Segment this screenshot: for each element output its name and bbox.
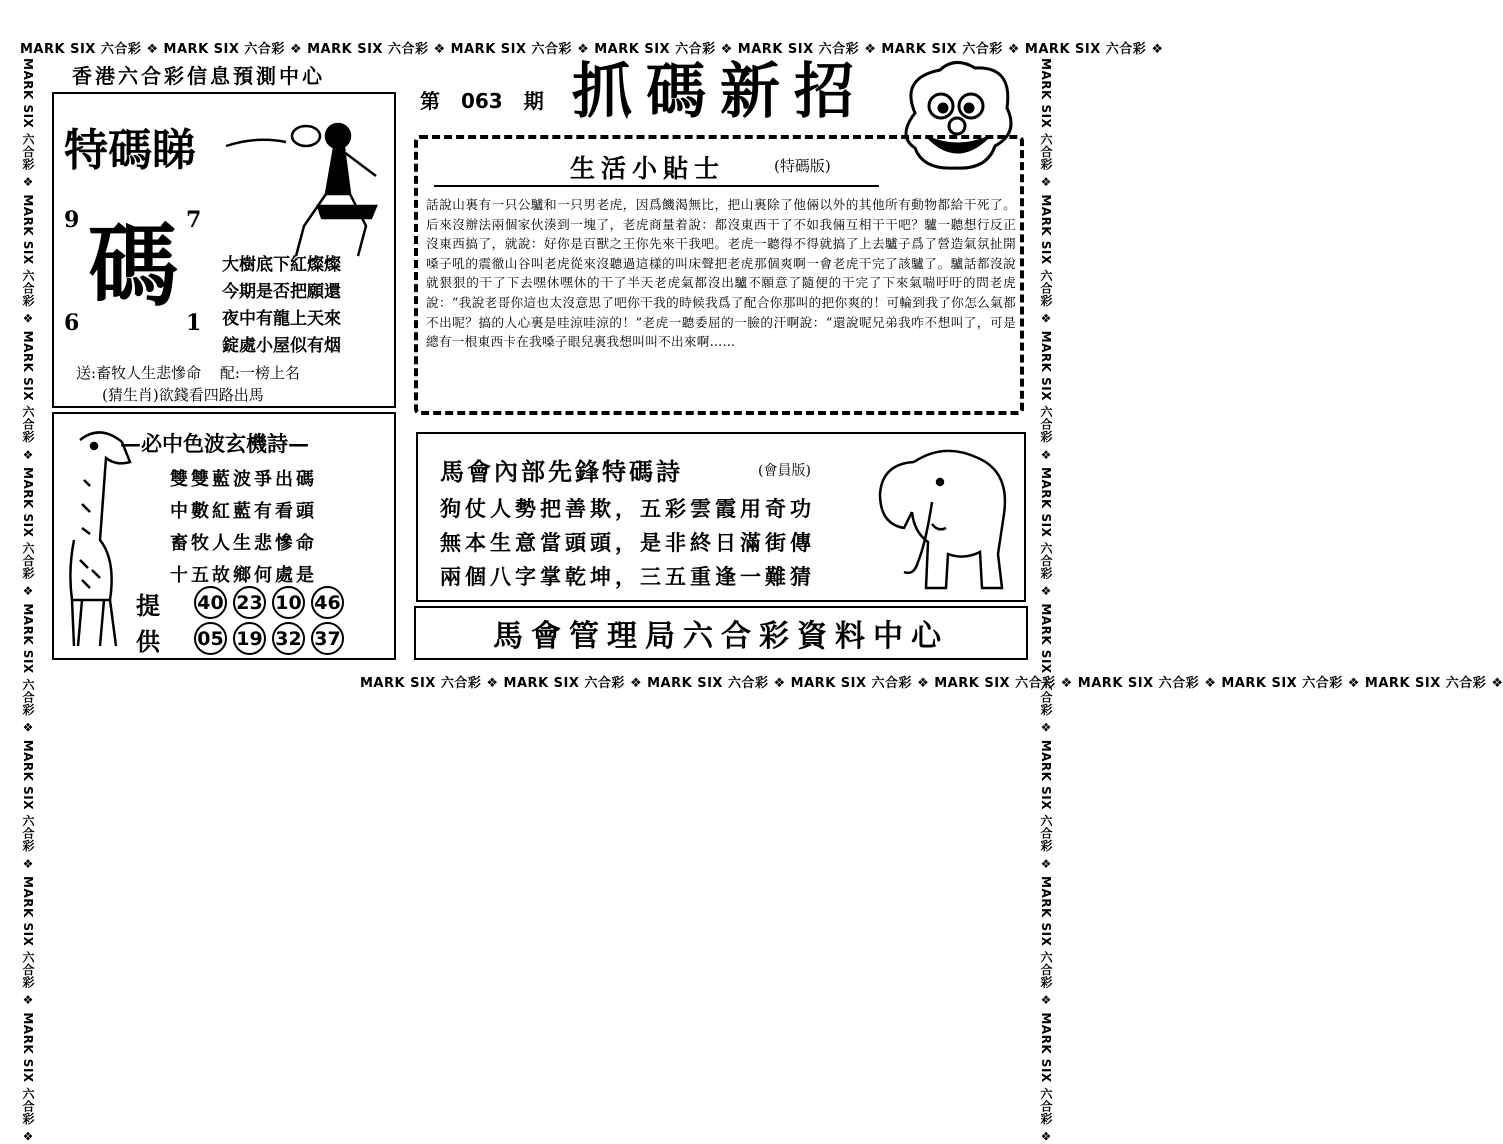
pioneer-title: 馬會內部先鋒特碼詩 bbox=[440, 457, 683, 486]
color-poem-title: —必中色波玄機詩— bbox=[120, 431, 309, 456]
riddle-line: 今期是否把願還 bbox=[222, 282, 341, 302]
send-match-row bbox=[76, 362, 300, 383]
code-number-tr: 7 bbox=[186, 207, 202, 233]
code-number-bl: 6 bbox=[64, 310, 80, 336]
match-text: 一榜上名 bbox=[239, 364, 300, 382]
number-ball: 32 bbox=[272, 622, 305, 655]
color-poem-line: 雙雙藍波爭出碼 bbox=[170, 469, 317, 490]
pioneer-poem-panel bbox=[416, 432, 1026, 602]
tips-story: 話說山裏有一只公驢和一只男老虎，因爲饑渴無比，把山裏除了他倆以外的其他所有動物都給干死了。后來沒辦法兩個家伙湊到一塊了，老虎商量着說：都沒東西干了不如我倆互相干干吧？驢一聽想行反正沒東西搞了，就說：好你是百獸之王你先來干我吧。老虎一聽得不得就搞了上去驢子爲了營造氣氛扯開嗓子吼的震徹山谷叫老虎從來沒聽過這樣的叫床聲把老虎那個爽啊一會老虎干完了該驢了。驢話都沒說就狠狠的干了下去嘿休嘿休的干了半天老虎氣都沒出驢不願意了隨便的干完了下來氣喘吁吁的問老虎說：“我說老哥你這也太沒意思了吧你干我的時候我爲了配合你那叫的把你爽的！可輪到我了你怎么氣都不出呢？搞的人心裏是哇涼哇涼的！”老虎一聽委屈的一臉的汗啊說：“還說呢兄弟我咋不想叫了，可是總有一根東西卡在我嗓子眼兒裏我想叫叫不出來啊…… bbox=[426, 197, 1016, 350]
number-ball: 46 bbox=[311, 586, 344, 619]
color-poem-lines bbox=[170, 464, 317, 592]
number-ball: 40 bbox=[194, 586, 227, 619]
main-title: 抓碼新招 bbox=[572, 57, 868, 127]
special-code-panel bbox=[52, 92, 396, 408]
footer-banner-text: 馬會管理局六合彩資料中心 bbox=[493, 619, 949, 654]
match-label: 配: bbox=[219, 364, 240, 382]
issue-label bbox=[420, 85, 544, 114]
number-ball: 37 bbox=[311, 622, 344, 655]
riddle-line: 錠處小屋似有烟 bbox=[222, 336, 341, 356]
number-ball: 10 bbox=[272, 586, 305, 619]
number-ball: 05 bbox=[194, 622, 227, 655]
number-row-1 bbox=[194, 586, 350, 619]
provide-label-bottom: 供 bbox=[136, 627, 160, 656]
special-code-title: 特碼睇 bbox=[64, 125, 196, 176]
number-ball: 23 bbox=[233, 586, 266, 619]
big-code-char: 碼 bbox=[88, 213, 178, 319]
dancer-illustration-icon bbox=[226, 106, 386, 266]
color-poem-line: 中數紅藍有看頭 bbox=[170, 501, 317, 522]
border-top: MARK SIX 六合彩 ❖ MARK SIX 六合彩 ❖ MARK SIX 六合彩 ❖ MARK SIX 六合彩 ❖ MARK SIX 六合彩 ❖ MARK SIX 六合彩 ❖ MARK SIX 六合彩 ❖ MARK SIX 六合彩 ❖ bbox=[20, 42, 1164, 57]
pioneer-line: 狗仗人勢把善欺，五彩雲霞用奇功 bbox=[440, 496, 815, 521]
border-left: MARK SIX 六合彩 ❖ MARK SIX 六合彩 ❖ MARK SIX 六合彩 ❖ MARK SIX 六合彩 ❖ MARK SIX 六合彩 ❖ MARK SIX 六合彩 ❖ MARK SIX 六合彩 ❖ MARK SIX 六合彩 ❖ bbox=[21, 58, 35, 1144]
issue-suffix: 期 bbox=[523, 89, 544, 113]
elephant-illustration-icon bbox=[874, 442, 1019, 594]
send-text: 畜牧人生悲慘命 bbox=[96, 364, 202, 382]
issue-prefix: 第 bbox=[420, 89, 440, 113]
number-ball: 19 bbox=[233, 622, 266, 655]
tips-underline bbox=[434, 185, 879, 187]
code-number-br: 1 bbox=[186, 310, 202, 336]
life-tips-panel bbox=[414, 135, 1024, 415]
guess-zodiac: (猜生肖)欲錢看四路出馬 bbox=[102, 386, 264, 404]
riddle-poem bbox=[222, 252, 341, 360]
pioneer-line: 無本生意當頭頭，是非終日滿街傳 bbox=[440, 530, 815, 555]
tips-subtitle: (特碼版) bbox=[774, 157, 831, 175]
issue-number: 063 bbox=[460, 89, 503, 113]
number-row-2 bbox=[194, 622, 350, 655]
border-right: MARK SIX 六合彩 ❖ MARK SIX 六合彩 ❖ MARK SIX 六合彩 ❖ MARK SIX 六合彩 ❖ MARK SIX 六合彩 ❖ MARK SIX 六合彩 ❖ MARK SIX 六合彩 ❖ MARK SIX 六合彩 ❖ bbox=[1039, 58, 1053, 1144]
border-bottom: MARK SIX 六合彩 ❖ MARK SIX 六合彩 ❖ MARK SIX 六合彩 ❖ MARK SIX 六合彩 ❖ MARK SIX 六合彩 ❖ MARK SIX 六合彩 ❖ MARK SIX 六合彩 ❖ MARK SIX 六合彩 ❖ bbox=[360, 676, 1503, 691]
code-number-tl: 9 bbox=[64, 207, 80, 233]
provide-label-top: 提 bbox=[136, 591, 160, 620]
color-poem-panel bbox=[52, 412, 396, 660]
pioneer-line: 兩個八字掌乾坤，三五重逢一難猜 bbox=[440, 564, 815, 589]
tips-title: 生活小貼士 bbox=[570, 154, 726, 183]
pioneer-subtitle: (會員版) bbox=[758, 463, 811, 479]
color-poem-line: 十五故鄉何處是 bbox=[170, 565, 317, 586]
send-label: 送: bbox=[76, 364, 97, 382]
pioneer-lines bbox=[440, 492, 815, 594]
riddle-line: 大樹底下紅燦燦 bbox=[222, 255, 341, 275]
riddle-line: 夜中有龍上天來 bbox=[222, 309, 341, 329]
footer-banner bbox=[414, 606, 1028, 660]
center-name: 香港六合彩信息預測中心 bbox=[72, 64, 325, 88]
color-poem-line: 畜牧人生悲慘命 bbox=[170, 533, 317, 554]
